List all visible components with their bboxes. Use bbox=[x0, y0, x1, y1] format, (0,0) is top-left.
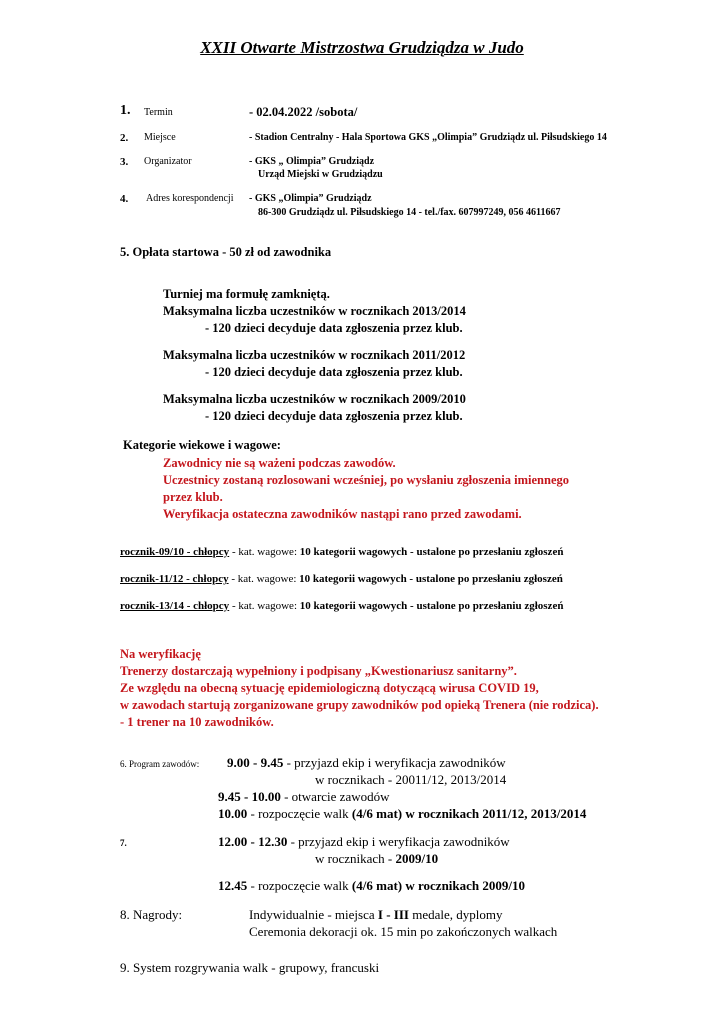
rocznik-kw: - kat. wagowe: bbox=[229, 546, 300, 558]
prizes-line bbox=[249, 907, 502, 923]
program-cont-text: w rocznikach - bbox=[315, 851, 396, 866]
info-value-2: Urząd Miejski w Grudziądzu bbox=[258, 169, 383, 180]
program-time: 9.00 - 9.45 bbox=[227, 755, 284, 770]
program-label: 6. Program zawodów: bbox=[120, 759, 200, 769]
rocznik-desc: 10 kategorii wagowych - ustalone po przesłaniu zgłoszeń bbox=[299, 573, 563, 585]
fee: 5. Opłata startowa - 50 zł od zawodnika bbox=[120, 245, 332, 259]
categories-note: Uczestnicy zostaną rozlosowani wcześniej, po wysłaniu zgłoszenia imiennego bbox=[163, 473, 569, 487]
verification-line: Ze względu na obecną sytuację epidemiologiczną dotyczącą wirusa COVID 19, bbox=[120, 681, 539, 695]
prizes-label: 8. Nagrody: bbox=[120, 907, 183, 922]
format-group-a: Maksymalna liczba uczestników w rocznikach 2011/2012 bbox=[163, 348, 466, 362]
program-bold: 2009/10 bbox=[395, 851, 439, 866]
info-num: 1. bbox=[120, 103, 131, 118]
info-num: 2. bbox=[120, 132, 129, 144]
categories-note: przez klub. bbox=[163, 490, 223, 504]
program-row bbox=[218, 878, 525, 894]
program-time: 12.00 - 12.30 bbox=[218, 834, 288, 849]
program-row bbox=[227, 755, 506, 771]
program-row bbox=[218, 834, 510, 850]
format-group-b: - 120 dzieci decyduje data zgłoszenia przez klub. bbox=[205, 321, 463, 335]
info-label: Miejsce bbox=[144, 132, 176, 143]
program-bold: (4/6 mat) w rocznikach 2009/10 bbox=[351, 878, 525, 893]
info-label: Termin bbox=[144, 107, 173, 118]
format-line: Turniej ma formułę zamkniętą. bbox=[163, 287, 330, 301]
rocznik-name: rocznik-13/14 - chłopcy bbox=[120, 600, 230, 612]
info-num: 3. bbox=[120, 156, 129, 168]
info-value: - GKS „ Olimpia” Grudziądz bbox=[249, 156, 375, 167]
format-group-a: Maksymalna liczba uczestników w rocznikach 2013/2014 bbox=[163, 304, 466, 318]
info-value: - 02.04.2022 /sobota/ bbox=[249, 105, 358, 119]
rocznik-desc: 10 kategorii wagowych - ustalone po przesłaniu zgłoszeń bbox=[299, 600, 564, 612]
rocznik-desc: 10 kategorii wagowych - ustalone po przesłaniu zgłoszeń bbox=[299, 546, 564, 558]
program-row bbox=[218, 806, 586, 822]
program-time: 12.45 bbox=[218, 878, 248, 893]
program-cont bbox=[315, 851, 438, 867]
rocznik-kw: - kat. wagowe: bbox=[228, 573, 300, 585]
program-text: - rozpoczęcie walk bbox=[247, 878, 352, 893]
system-line: 9. System rozgrywania walk - grupowy, francuski bbox=[120, 960, 380, 975]
verification-line: - 1 trener na 10 zawodników. bbox=[120, 715, 274, 729]
categories-note: Zawodnicy nie są ważeni podczas zawodów. bbox=[163, 456, 396, 470]
program-time: 10.00 bbox=[218, 806, 248, 821]
program-bold: (4/6 mat) w rocznikach 2011/12, 2013/2014 bbox=[351, 806, 587, 821]
rocznik-kw: - kat. wagowe: bbox=[229, 600, 300, 612]
verification-line: w zawodach startują zorganizowane grupy zawodników pod opieką Trenera (nie rodzica). bbox=[120, 698, 599, 712]
info-label: Adres korespondencji bbox=[146, 193, 234, 204]
prizes-text: medale, dyplomy bbox=[408, 907, 503, 922]
rocznik-row bbox=[120, 573, 563, 585]
info-num: 4. bbox=[120, 193, 129, 205]
rocznik-row bbox=[120, 600, 563, 612]
info-label: Organizator bbox=[144, 156, 192, 167]
categories-note: Weryfikacja ostateczna zawodników nastąpi rano przed zawodami. bbox=[163, 507, 522, 521]
program-row bbox=[218, 789, 390, 805]
program-text: - rozpoczęcie walk bbox=[247, 806, 352, 821]
program-num-7: 7. bbox=[120, 838, 127, 848]
rocznik-row bbox=[120, 546, 563, 558]
rocznik-name: rocznik-11/12 - chłopcy bbox=[120, 573, 229, 585]
program-text: - przyjazd ekip i weryfikacja zawodników bbox=[287, 834, 510, 849]
categories-heading: Kategorie wiekowe i wagowe: bbox=[123, 438, 281, 452]
info-value: - Stadion Centralny - Hala Sportowa GKS „Olimpia” Grudziądz ul. Piłsudskiego 14 bbox=[249, 132, 607, 143]
info-value-2: 86-300 Grudziądz ul. Piłsudskiego 14 - tel./fax. 607997249, 056 4611667 bbox=[258, 207, 561, 218]
program-cont: w rocznikach - 20011/12, 2013/2014 bbox=[315, 772, 507, 787]
info-value: - GKS „Olimpia” Grudziądz bbox=[249, 193, 372, 204]
format-group-b: - 120 dzieci decyduje data zgłoszenia przez klub. bbox=[205, 409, 463, 423]
program-text: - otwarcie zawodów bbox=[280, 789, 390, 804]
program-text: - przyjazd ekip i weryfikacja zawodników bbox=[283, 755, 506, 770]
program-time: 9.45 - 10.00 bbox=[218, 789, 281, 804]
format-group-a: Maksymalna liczba uczestników w rocznikach 2009/2010 bbox=[163, 392, 466, 406]
prizes-places: I - III bbox=[377, 907, 409, 922]
rocznik-name: rocznik-09/10 - chłopcy bbox=[120, 546, 230, 558]
prizes-text: Indywidualnie - miejsca bbox=[249, 907, 378, 922]
verification-line: Na weryfikację bbox=[120, 647, 201, 661]
format-group-b: - 120 dzieci decyduje data zgłoszenia przez klub. bbox=[205, 365, 463, 379]
prizes-line: Ceremonia dekoracji ok. 15 min po zakończonych walkach bbox=[249, 924, 558, 939]
verification-line: Trenerzy dostarczają wypełniony i podpisany „Kwestionariusz sanitarny”. bbox=[120, 664, 517, 678]
page-title: XXII Otwarte Mistrzostwa Grudziądza w Judo bbox=[200, 38, 524, 57]
